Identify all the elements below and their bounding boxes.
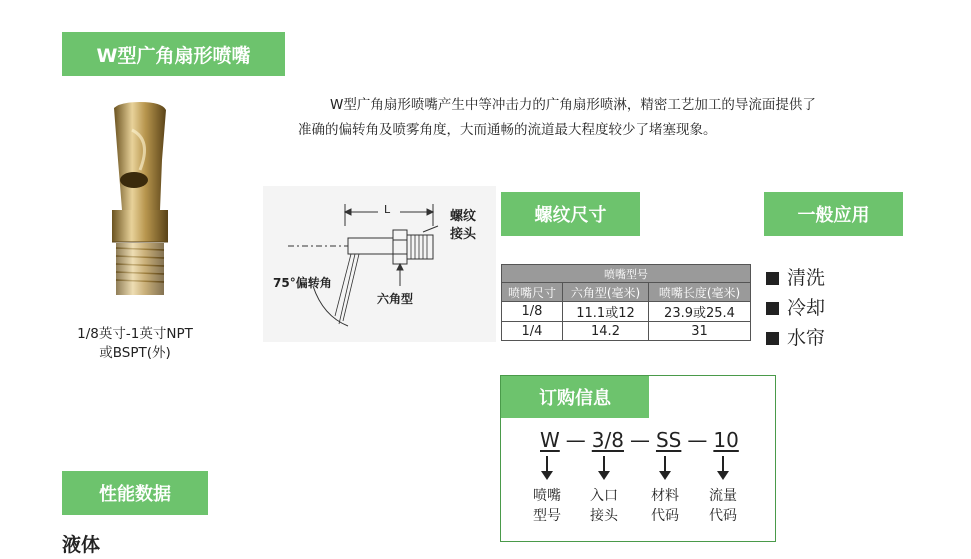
column-header: 六角型(毫米) xyxy=(563,283,649,302)
table-cell: 1/4 xyxy=(502,322,563,341)
order-code xyxy=(540,428,739,452)
square-bullet-icon xyxy=(766,302,779,315)
code-separator: — xyxy=(687,428,708,452)
code-label-line: 型号 xyxy=(533,508,561,524)
code-label-line: 流量 xyxy=(709,488,737,504)
code-label-line: 代码 xyxy=(709,508,737,524)
thread-label-line-2: 接头 xyxy=(450,227,477,242)
table-row xyxy=(502,322,751,341)
code-label-material xyxy=(645,486,685,526)
code-nozzle-type: W xyxy=(540,428,560,452)
ordering-info-heading: 订购信息 xyxy=(501,376,649,418)
column-header: 喷嘴长度(毫米) xyxy=(649,283,751,302)
code-label-line: 接头 xyxy=(590,508,618,524)
column-header: 喷嘴尺寸 xyxy=(502,283,563,302)
thread-size-heading: 螺纹尺寸 xyxy=(501,192,640,236)
code-label-line: 代码 xyxy=(651,508,679,524)
code-label-line: 材料 xyxy=(651,488,679,504)
code-label-inlet xyxy=(584,486,624,526)
code-inlet: 3/8 xyxy=(591,428,624,452)
caption-line-1: 1/8英寸-1英寸NPT xyxy=(77,326,193,342)
list-item xyxy=(766,293,825,323)
dimension-l-label: L xyxy=(384,203,391,216)
connection-size-caption xyxy=(50,325,220,363)
table-group-header: 喷嘴型号 xyxy=(502,265,751,283)
applications-list xyxy=(766,263,825,353)
code-separator: — xyxy=(565,428,586,452)
table-row xyxy=(502,302,751,322)
table-cell: 11.1或12 xyxy=(563,302,649,322)
performance-heading: 性能数据 xyxy=(62,471,208,515)
deflection-angle-label: 75°偏转角 xyxy=(273,276,332,290)
list-item xyxy=(766,263,825,293)
application-label: 水帘 xyxy=(787,327,826,349)
caption-line-2: 或BSPT(外) xyxy=(99,345,171,361)
thread-size-table xyxy=(501,264,751,341)
technical-drawing xyxy=(263,186,496,342)
down-arrow-icon xyxy=(722,456,724,473)
hex-type-label: 六角型 xyxy=(377,292,414,306)
square-bullet-icon xyxy=(766,272,779,285)
nozzle-photo xyxy=(100,100,180,300)
code-flow: 10 xyxy=(713,428,739,452)
product-description xyxy=(298,93,918,143)
table-cell: 23.9或25.4 xyxy=(649,302,751,322)
table-cell: 14.2 xyxy=(563,322,649,341)
code-separator: — xyxy=(629,428,650,452)
code-label-nozzle-type xyxy=(527,486,567,526)
description-line-1: W型广角扇形喷嘴产生中等冲击力的广角扇形喷淋，精密工艺加工的导流面提供了 xyxy=(330,97,816,113)
thread-label-line-1: 螺纹 xyxy=(450,209,477,224)
code-label-line: 喷嘴 xyxy=(533,488,561,504)
list-item xyxy=(766,323,825,353)
table-cell: 1/8 xyxy=(502,302,563,322)
code-material: SS xyxy=(655,428,682,452)
description-line-2: 准确的偏转角及喷雾角度，大而通畅的流道最大程度较少了堵塞现象。 xyxy=(298,122,717,138)
down-arrow-icon xyxy=(546,456,548,473)
application-label: 清洗 xyxy=(787,267,826,289)
liquid-subheading: 液体 xyxy=(62,534,101,556)
page-title: W型广角扇形喷嘴 xyxy=(62,32,285,76)
code-label-flow xyxy=(703,486,743,526)
down-arrow-icon xyxy=(603,456,605,473)
table-cell: 31 xyxy=(649,322,751,341)
thread-connection-label xyxy=(450,208,476,244)
code-label-line: 入口 xyxy=(590,488,618,504)
application-label: 冷却 xyxy=(787,297,826,319)
down-arrow-icon xyxy=(664,456,666,473)
applications-heading: 一般应用 xyxy=(764,192,903,236)
square-bullet-icon xyxy=(766,332,779,345)
